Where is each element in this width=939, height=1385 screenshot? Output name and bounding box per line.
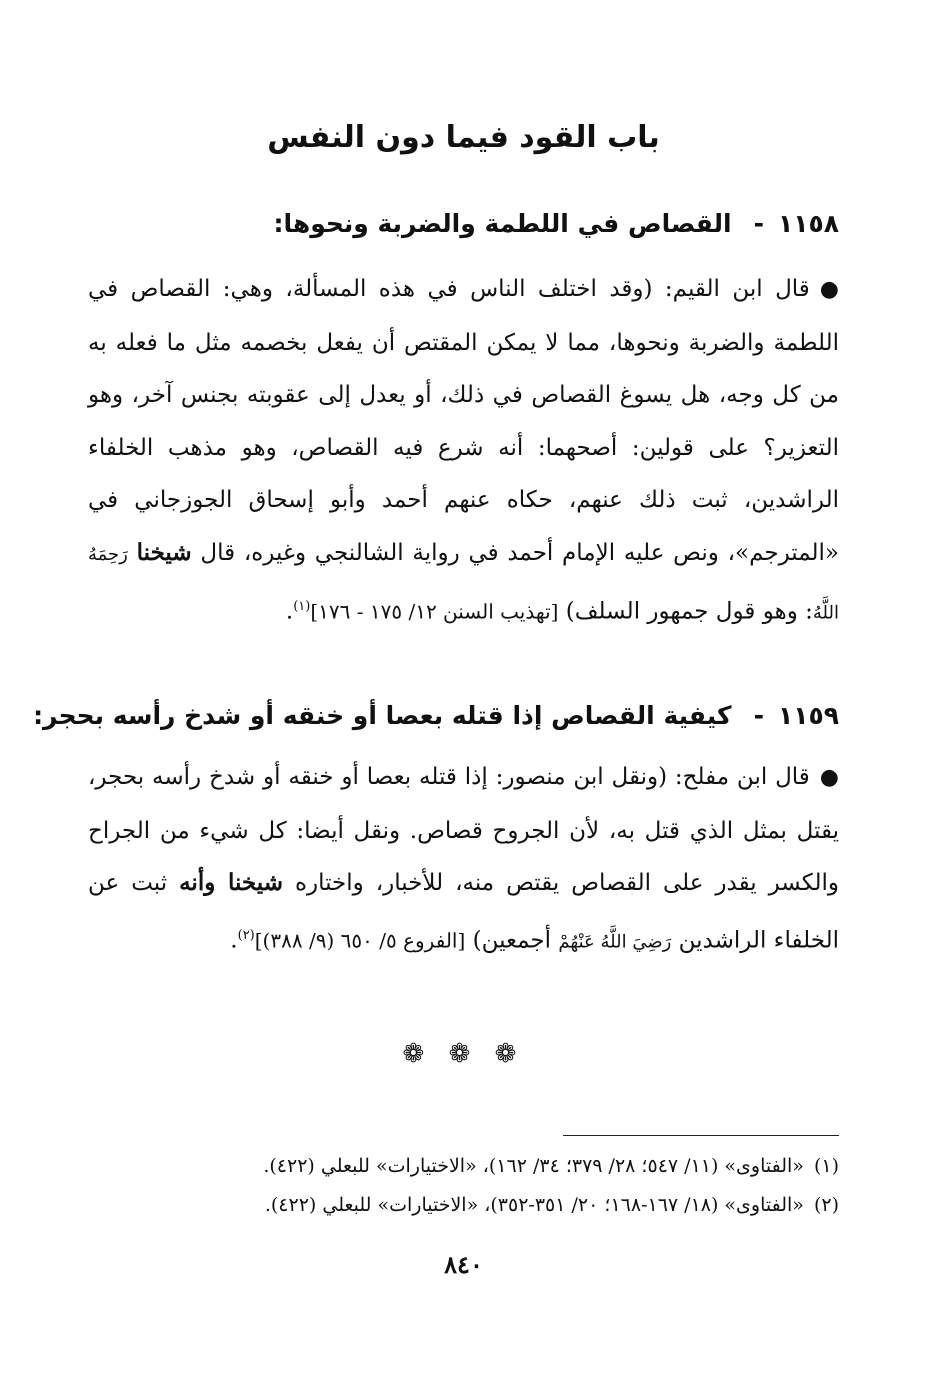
section-body-1159 (88, 751, 839, 969)
source-reference: [تهذيب السنن ١٢/ ١٧٥ - ١٧٦] (310, 599, 559, 624)
section-title: كيفية القصاص إذا قتله بعصا أو خنقه أو شدخ رأسه بحجر: (33, 701, 732, 730)
footnote-number: (٢) (813, 1194, 839, 1216)
section-body-1158 (88, 263, 839, 640)
footnote-1 (88, 1148, 839, 1184)
section-divider-ornaments: ❁ ❁ ❁ (402, 1039, 525, 1069)
honorific: رَحِمَهُ اللَّهُ (88, 543, 839, 624)
footnote-number: (١) (813, 1155, 839, 1177)
footnote-text: «الفتاوى» (١١/ ٥٤٧؛ ٢٨/ ٣٧٩؛ ٣٤/ ١٦٢)، «الاختيارات» للبعلي (٤٢٢). (263, 1155, 804, 1177)
body-text: أجمعين) (472, 927, 552, 954)
bold-name: شيخنا وأنه (179, 869, 283, 896)
body-text: ثبت عن الخلفاء الراشدين (88, 870, 839, 954)
body-text: : وهو قول جمهور السلف) (565, 598, 813, 625)
footnote-marker: (١) (293, 599, 311, 614)
section-number: ١١٥٨ (777, 209, 839, 238)
bold-name: شيخنا (136, 538, 192, 566)
body-text: قال ابن القيم: (وقد اختلف الناس في هذه المسألة، وهي: القصاص في اللطمة والضربة ونحوها، مما لا يمكن المقتص أن يفعل بخصمه مثل ما فعله به من كل وجه، هل يسوغ القصاص في ذلك، أو يعدل إلى عقوبته بجنس آخر، وهو التعزير؟ على قولين: أصحهما: أنه شرع فيه القصاص، وهو مذهب الخلفاء الراشدين، ثبت ذلك عنهم، حكاه عنهم أحمد وأبو إسحاق الجوزجاني في «المترجم»، ونص عليه الإمام أحمد في رواية الشالنجي وغيره، قال (88, 276, 840, 566)
end-period: . (230, 927, 238, 954)
section-dash: - (753, 209, 764, 238)
book-page (33, 0, 840, 1385)
page-number: ٨٤٠ (444, 1250, 483, 1279)
footnote-marker: (٢) (237, 927, 255, 943)
bullet-icon: ● (819, 765, 839, 790)
chapter-title: باب القود فيما دون النفس (267, 120, 660, 155)
section-title: القصاص في اللطمة والضربة ونحوها: (273, 209, 732, 238)
section-heading-1158 (88, 200, 839, 248)
end-period: . (285, 598, 294, 625)
footnote-separator (563, 1135, 839, 1136)
section-number: ١١٥٩ (777, 701, 839, 730)
bullet-icon: ● (819, 277, 839, 302)
body-text: قال ابن مفلح: (ونقل ابن منصور: إذا قتله بعصا أو خنقه أو شدخ رأسه بحجر، يقتل بمثل الذي قتل به، لأن الجروح قصاص. ونقل أيضا: كل شيء من الجراح والكسر يقدر على القصاص يقتص منه، للأخبار، واختاره (88, 764, 840, 896)
footnote-2 (88, 1187, 839, 1223)
section-dash: - (753, 701, 764, 730)
source-reference: [الفروع ٥/ ٦٥٠ (٩/ ٣٨٨)] (254, 928, 466, 953)
honorific: رَضِيَ اللَّهُ عَنْهُمْ (558, 931, 672, 953)
section-heading-1159 (33, 692, 839, 740)
footnote-text: «الفتاوى» (١٨/ ١٦٧-١٦٨؛ ٢٠/ ٣٥١-٣٥٢)، «الاختيارات» للبعلي (٤٢٢). (264, 1194, 804, 1216)
